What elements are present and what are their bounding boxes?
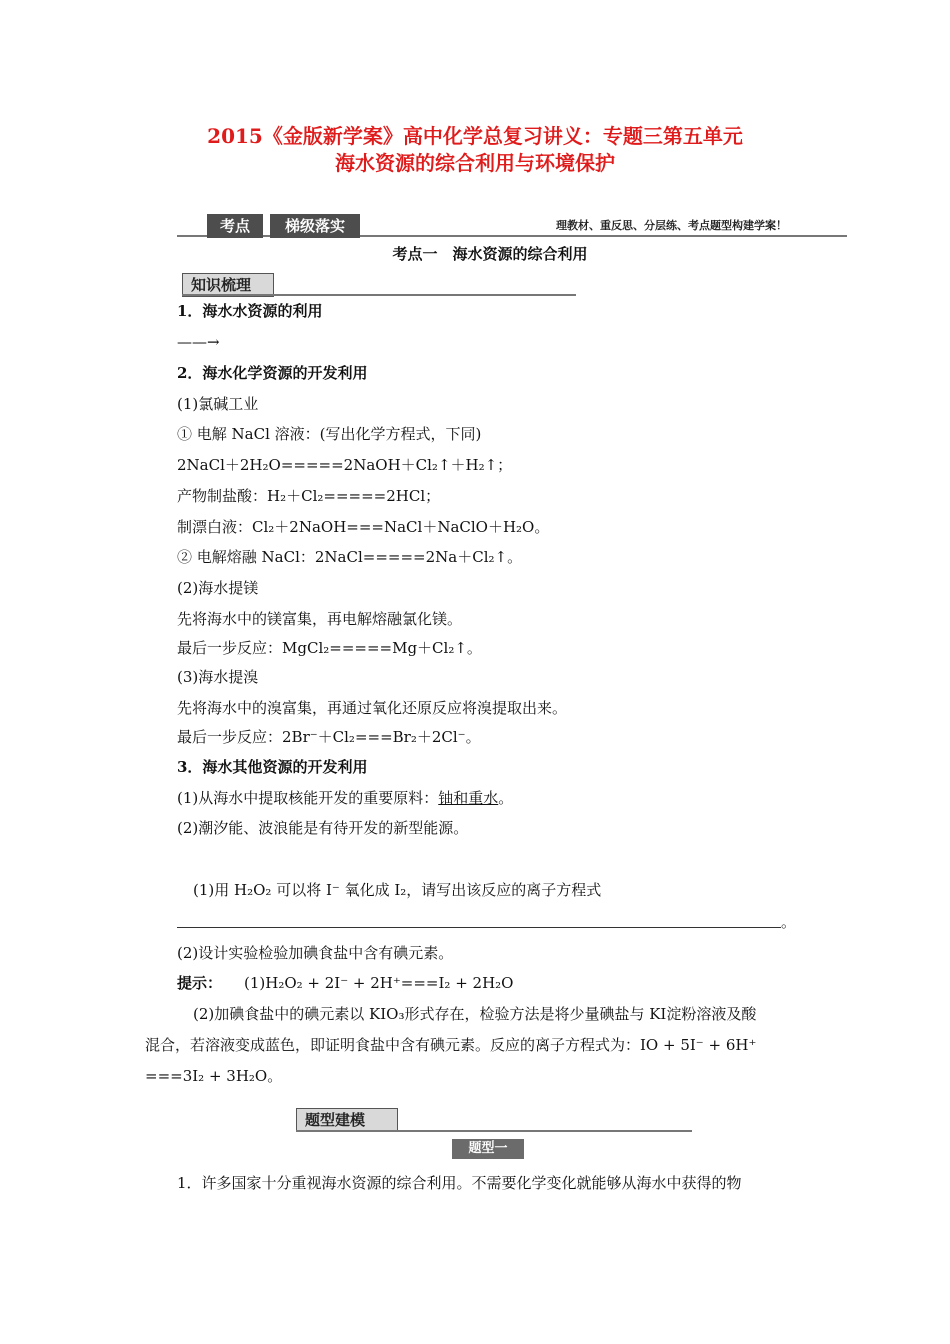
answer-blank-line <box>177 927 781 928</box>
knowledge-rule <box>182 294 576 296</box>
type-tag: 题型一 <box>452 1139 524 1159</box>
hint-answer-2-line1: (2)加碘食盐中的碘元素以 KIO₃形式存在，检验方法是将少量碘盐与 KI淀粉溶液及酸 <box>193 1005 757 1023</box>
hint-answer-2-line2: 混合，若溶液变成蓝色，即证明食盐中含有碘元素。反应的离子方程式为：IO + 5I⁻ + 6H⁺ <box>145 1036 757 1054</box>
document-title-line1: 2015《金版新学案》高中化学总复习讲义：专题三第五单元 <box>207 124 743 148</box>
question-1: (1)用 H₂O₂ 可以将 I⁻ 氧化成 I₂，请写出该反应的离子方程式 <box>193 881 602 899</box>
arrow-line: ——→ <box>177 333 220 351</box>
equation-molten-nacl: ② 电解熔融 NaCl：2NaCl=====2Na＋Cl₂↑。 <box>177 548 523 566</box>
bromine-description: 先将海水中的溴富集，再通过氧化还原反应将溴提取出来。 <box>177 699 568 717</box>
magnesium-description: 先将海水中的镁富集，再电解熔融氯化镁。 <box>177 610 463 628</box>
nuclear-material-line <box>177 788 513 808</box>
model-rule <box>296 1130 692 1132</box>
nuclear-suffix: 。 <box>498 789 514 807</box>
subheading-chlor-alkali: (1)氯碱工业 <box>177 395 259 413</box>
equation-bleach: 制漂白液：Cl₂＋2NaOH===NaCl＋NaClO＋H₂O。 <box>177 518 550 536</box>
nuclear-prefix: (1)从海水中提取核能开发的重要原料： <box>177 789 439 807</box>
model-heading: 题型建模 <box>296 1108 398 1132</box>
subheading-magnesium: (2)海水提镁 <box>177 579 259 597</box>
banner-tagline: 理教材、重反思、分层练、考点题型构建学案！ <box>556 219 787 232</box>
answer-uranium-heavy-water: 铀和重水 <box>438 789 499 807</box>
subheading-bromine: (3)海水提溴 <box>177 668 259 686</box>
equation-hcl: 产物制盐酸：H₂＋Cl₂=====2HCl； <box>177 487 441 505</box>
banner-tab-kaodian: 考点 <box>207 214 263 238</box>
answer-blank-end: 。 <box>781 913 797 931</box>
electrolysis-nacl-solution: ① 电解 NaCl 溶液：(写出化学方程式，下同) <box>177 425 482 443</box>
hint-answer-2-line3: ===3I₂ + 3H₂O。 <box>145 1067 283 1085</box>
equation-magnesium: 最后一步反应：MgCl₂=====Mg＋Cl₂↑。 <box>177 639 482 657</box>
heading-water-resource: 1．海水水资源的利用 <box>177 302 323 320</box>
banner-tab-tiji: 梯级落实 <box>270 214 360 238</box>
tidal-energy-line: (2)潮汐能、波浪能是有待开发的新型能源。 <box>177 819 469 837</box>
heading-chemical-resource: 2．海水化学资源的开发利用 <box>177 364 368 382</box>
equation-chlor-alkali: 2NaCl＋2H₂O=====2NaOH＋Cl₂↑＋H₂↑； <box>177 456 513 474</box>
knowledge-heading: 知识梳理 <box>182 273 274 297</box>
hint-answer-1: (1)H₂O₂ + 2I⁻ + 2H⁺===I₂ + 2H₂O <box>244 974 514 992</box>
heading-other-resources: 3．海水其他资源的开发利用 <box>177 758 368 776</box>
hint-label: 提示： <box>177 974 223 992</box>
section-title: 考点一 海水资源的综合利用 <box>392 245 588 263</box>
question-2: (2)设计实验检验加碘食盐中含有碘元素。 <box>177 944 454 962</box>
equation-bromine: 最后一步反应：2Br⁻＋Cl₂===Br₂＋2Cl⁻。 <box>177 728 481 746</box>
model-question-1: 1．许多国家十分重视海水资源的综合利用。不需要化学变化就能够从海水中获得的物 <box>177 1174 742 1192</box>
document-title-line2: 海水资源的综合利用与环境保护 <box>335 151 615 175</box>
